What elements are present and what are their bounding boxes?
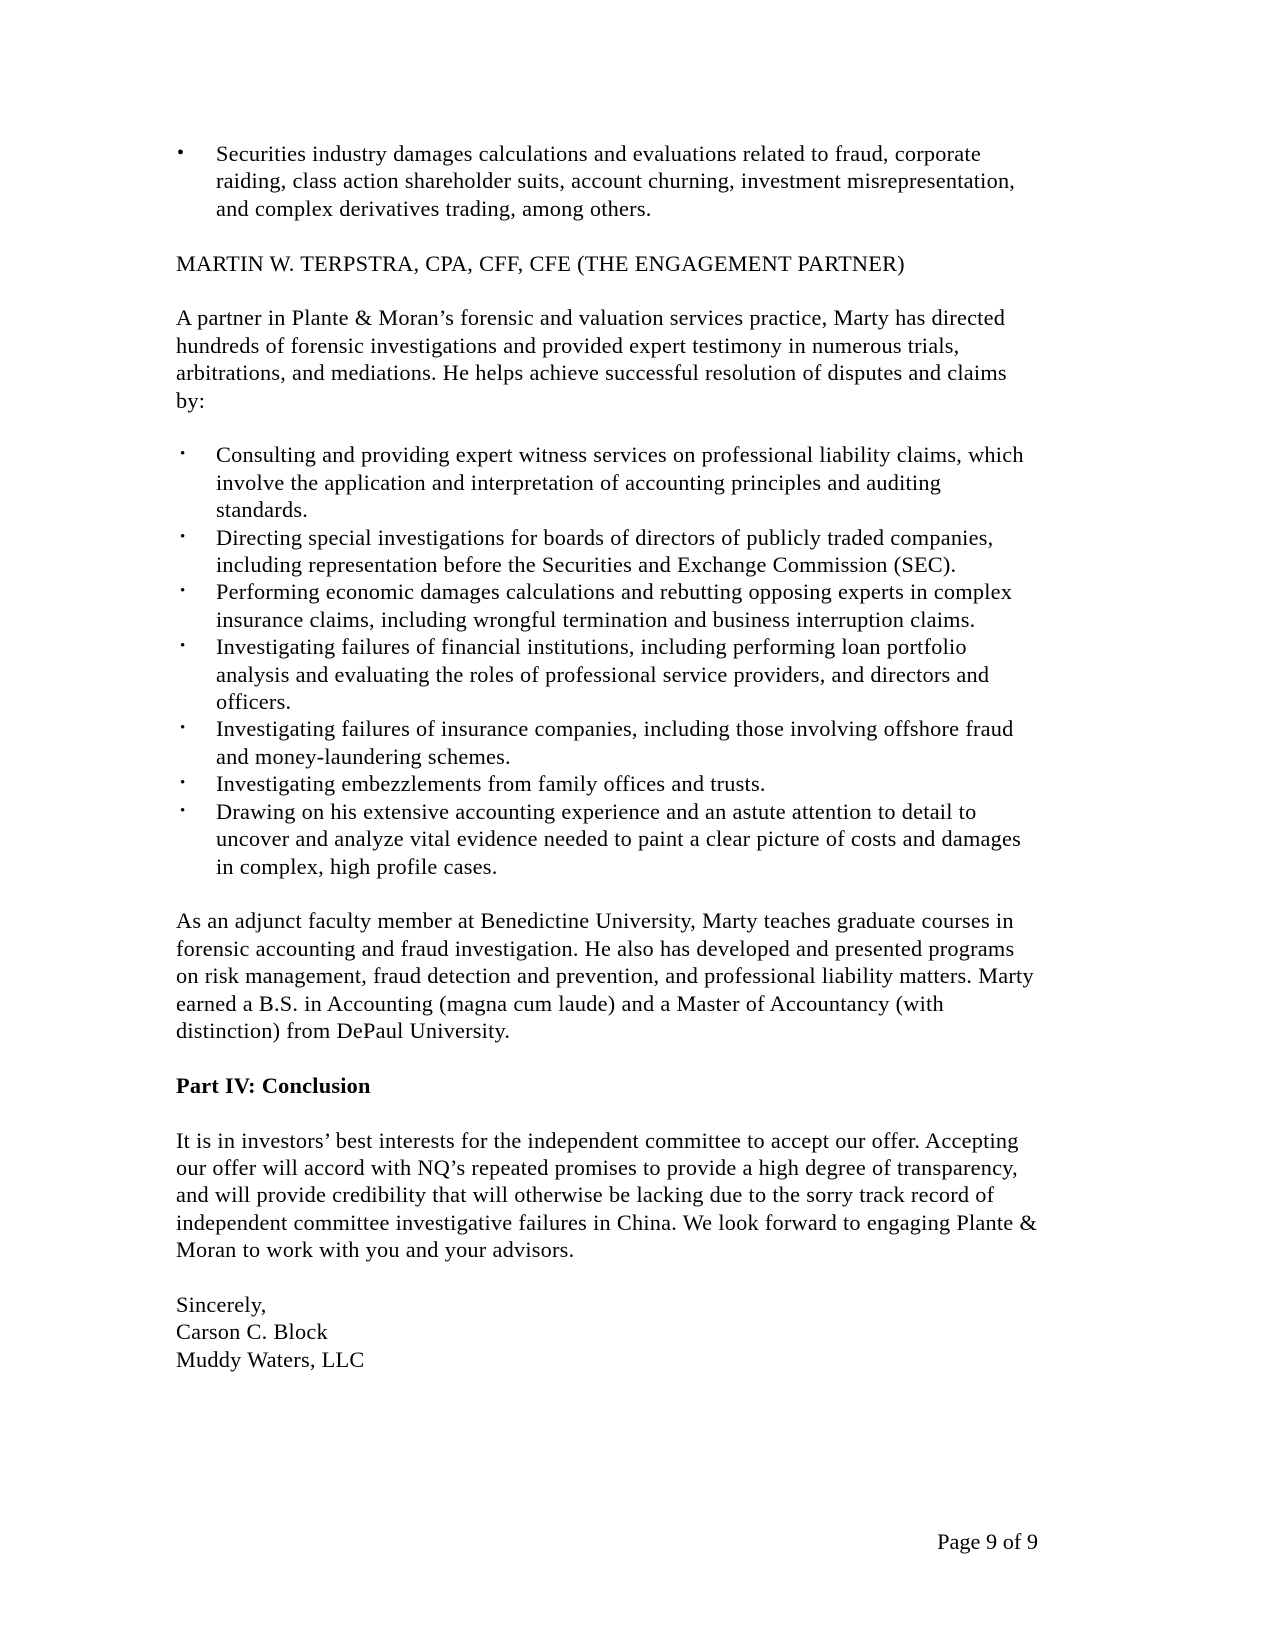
list-item [176,770,1038,797]
spacer [176,222,1038,249]
spacer [176,880,1038,907]
list-item-text: Investigating failures of financial institutions, including performing loan portfolio analysis and evaluating the roles of professional service providers, and directors and officers. [216,634,990,715]
bullet-icon: • [180,775,186,792]
list-item [176,798,1038,880]
intro-bullet-list [176,140,1038,222]
list-item [176,633,1038,715]
page-content [176,140,1038,1373]
list-item-text: Drawing on his extensive accounting experience and an astute attention to detail to uncover and analyze vital evidence needed to paint a clear picture of costs and damages in complex, high profile cases. [216,798,1022,879]
page-footer [176,1528,1038,1555]
list-item [176,715,1038,770]
section-heading-conclusion: Part IV: Conclusion [176,1072,371,1098]
spacer [176,277,1038,304]
list-item-text: Directing special investigations for boards of directors of publicly traded companies, including representation before the Securities and Exchange Commission (SEC). [216,524,994,578]
signature-name: Carson C. Block [176,1319,328,1345]
bullet-icon: • [180,720,186,737]
list-item-text: Investigating failures of insurance companies, including those involving offshore fraud and money-laundering schemes. [216,716,1014,769]
bullet-icon: • [180,446,186,463]
bio-intro-paragraph: A partner in Plante & Moran’s forensic and valuation services practice, Marty has directed hundreds of forensic investigations and provided expert testimony in numerous trials, arbitrations, and mediations. He helps achieve successful resolution of disputes and claims by: [176,305,1007,413]
spacer [176,1264,1038,1291]
signature-closing: Sincerely, [176,1291,267,1317]
bullet-icon: • [180,528,186,545]
list-item-text: Performing economic damages calculations and rebutting opposing experts in complex insurance claims, including wrongful termination and business interruption claims. [216,579,1013,632]
list-item [176,524,1038,579]
list-item-text: Securities industry damages calculations and evaluations related to fraud, corporate raiding, class action shareholder suits, account churning, investment misrepresentation, and complex derivatives trading, among others. [216,141,1016,221]
bullet-icon: • [177,142,185,164]
bullet-icon: • [180,802,186,819]
signature-company: Muddy Waters, LLC [176,1346,365,1372]
section-heading-engagement-partner: MARTIN W. TERPSTRA, CPA, CFF, CFE (THE ENGAGEMENT PARTNER) [176,250,905,276]
spacer [176,1099,1038,1126]
conclusion-paragraph: It is in investors’ best interests for the independent committee to accept our offer. Accepting our offer will accord with NQ’s repeated promises to provide a high degree of transparency, and will provide credibility that will otherwise be lacking due to the sorry track record of independent committee investigative failures in China. We look forward to engaging Plante & Moran to work with you and your advisors. [176,1127,1038,1263]
bullet-icon: • [180,638,186,655]
page-number-label: Page 9 of 9 [937,1529,1038,1554]
spacer [176,1044,1038,1071]
list-item [176,140,1038,222]
bullet-icon: • [180,583,186,600]
bio-bullet-list [176,441,1038,880]
list-item [176,441,1038,523]
list-item [176,578,1038,633]
signature-block [176,1291,1038,1373]
list-item-text: Investigating embezzlements from family offices and trusts. [216,771,766,797]
spacer [176,414,1038,441]
bio-closing-paragraph: As an adjunct faculty member at Benedictine University, Marty teaches graduate courses in forensic accounting and fraud investigation. He also has developed and presented programs on risk management, fraud detection and prevention, and professional liability matters. Marty earned a B.S. in Accounting (magna cum laude) and a Master of Accountancy (with distinction) from DePaul University. [176,908,1034,1043]
list-item-text: Consulting and providing expert witness services on professional liability claims, which involve the application and interpretation of accounting principles and auditing standards. [216,442,1024,523]
